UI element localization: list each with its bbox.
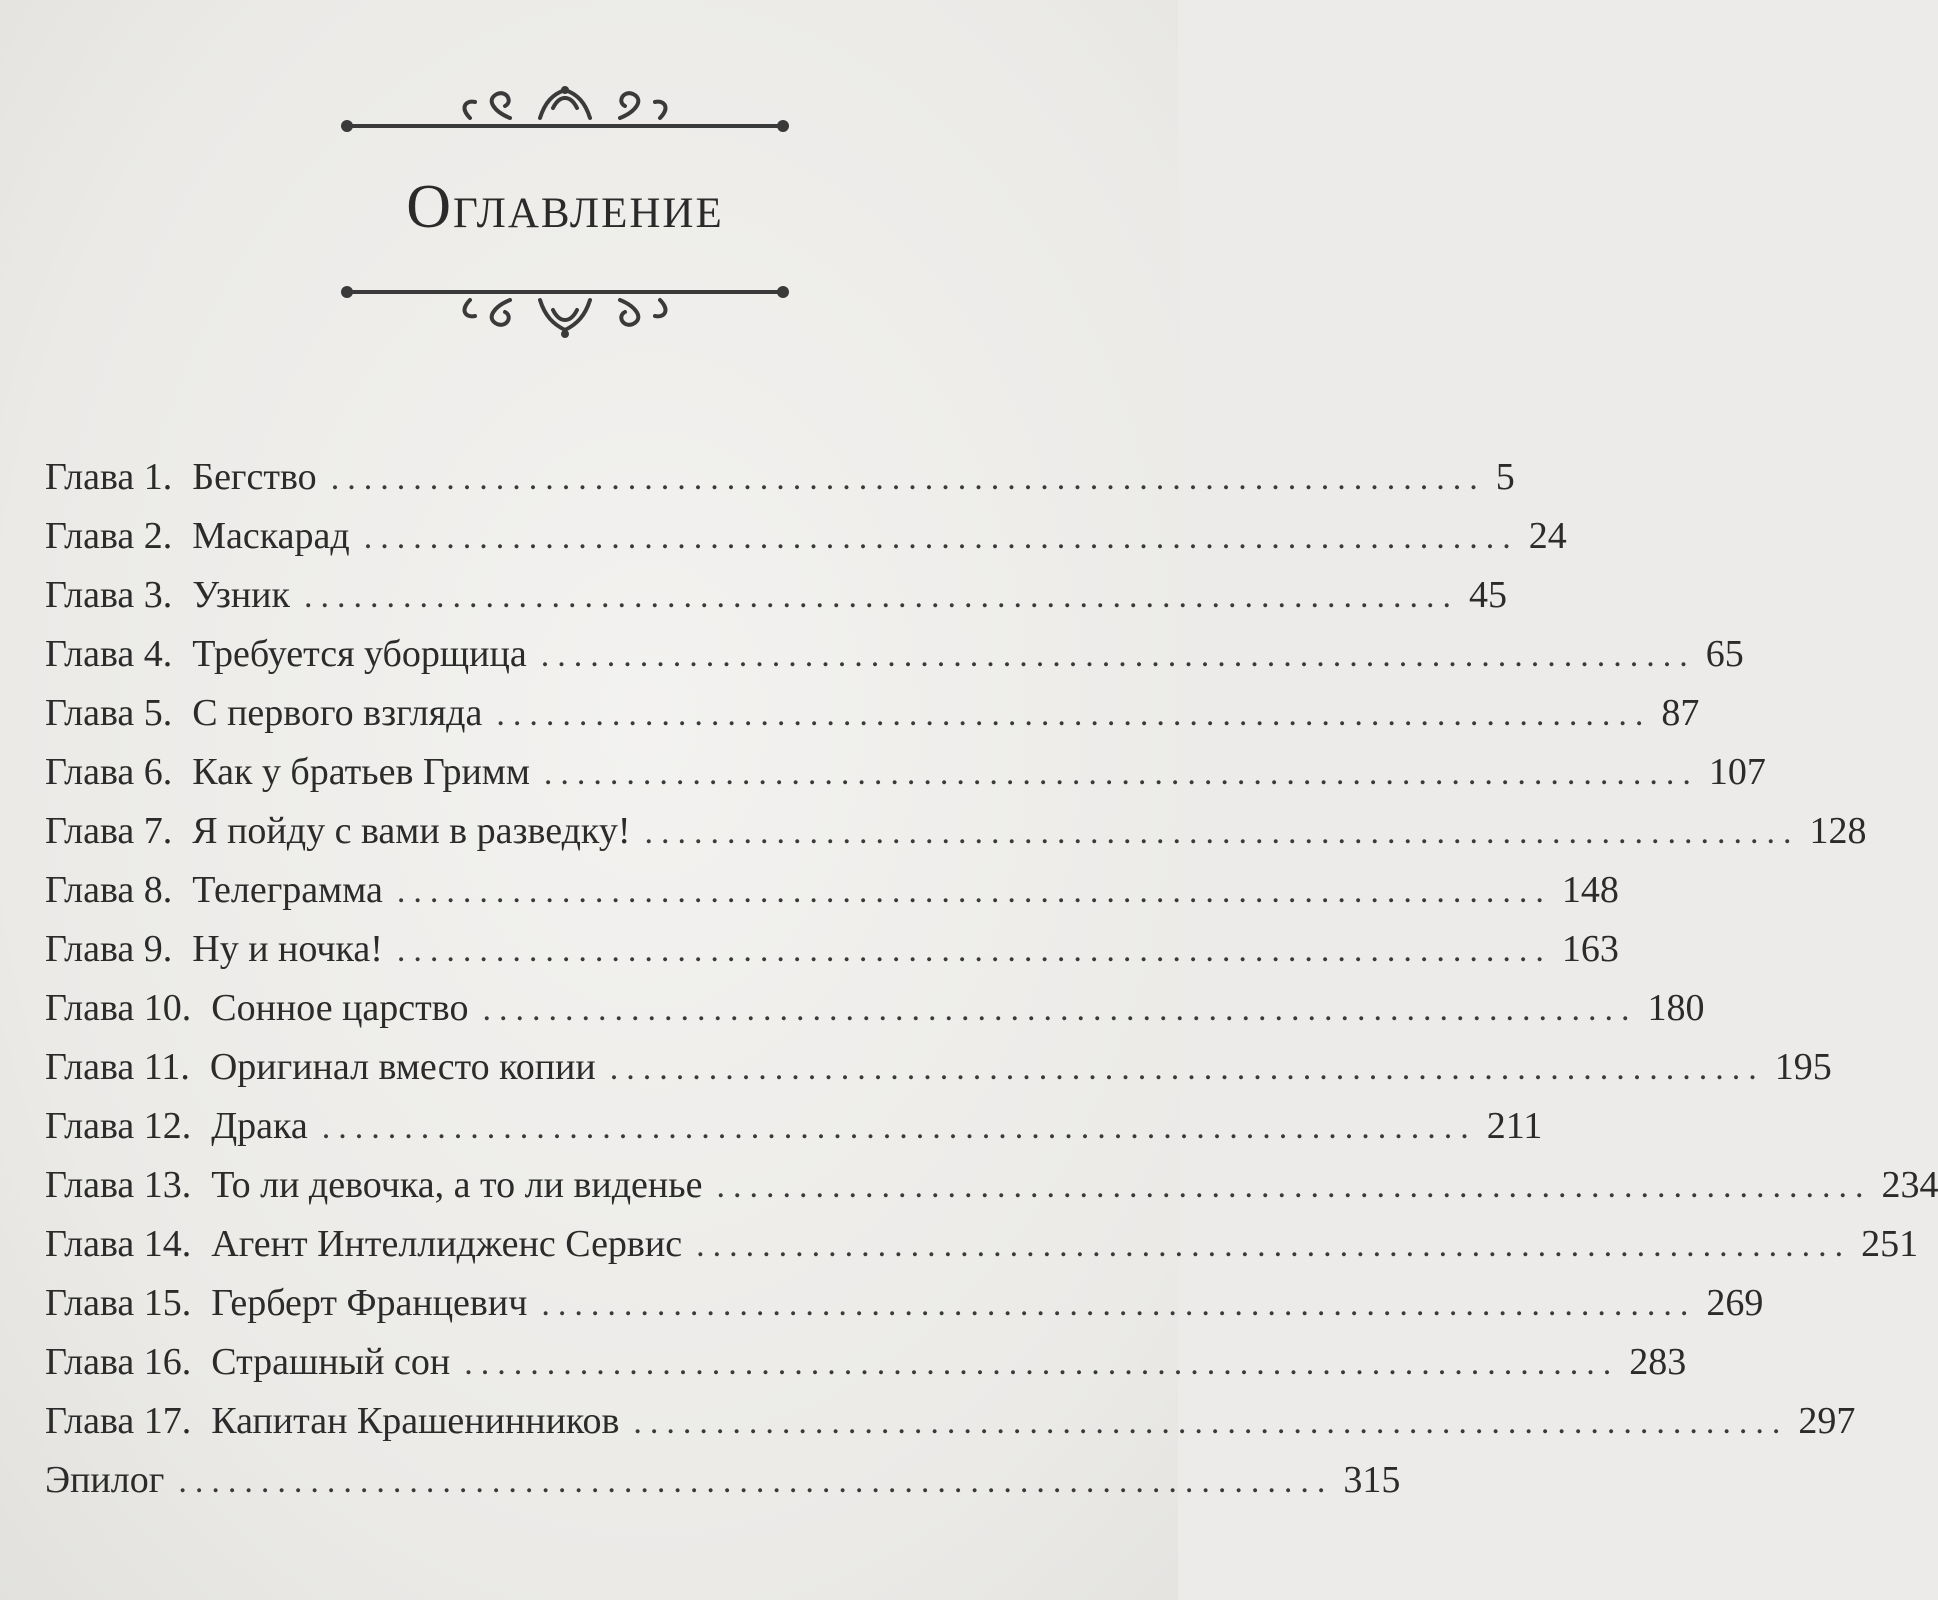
chapter-title: Узник [192, 574, 290, 616]
chapter-label: Глава 6. [45, 751, 173, 793]
chapter-label: Глава 4. [45, 633, 173, 675]
toc-entry [45, 1156, 1938, 1215]
chapter-label: Глава 10. [45, 987, 192, 1029]
page-number: 45 [1468, 574, 1507, 616]
dot-leader: ...................................................................... [178, 1463, 1334, 1500]
chapter-label: Глава 5. [45, 692, 173, 734]
ornament-divider-icon [335, 274, 795, 354]
toc-entry [45, 1215, 1919, 1274]
ornament-divider-icon [335, 78, 795, 158]
chapter-label: Глава 14. [45, 1223, 192, 1265]
chapter-label: Глава 2. [45, 515, 173, 557]
dot-leader: ...................................................................... [609, 1050, 1765, 1087]
toc-entry [45, 802, 1867, 861]
toc-entry [45, 1097, 1543, 1156]
chapter-label: Глава 11. [45, 1046, 190, 1088]
dot-leader: ...................................................................... [482, 991, 1638, 1028]
chapter-title: Драка [211, 1105, 308, 1147]
toc-entry [45, 625, 1744, 684]
chapter-title: С первого взгляда [192, 692, 483, 734]
chapter-title: Требуется уборщица [192, 633, 527, 675]
dot-leader: ...................................................................... [396, 873, 1552, 910]
dot-leader: ...................................................................... [321, 1109, 1477, 1146]
chapter-label: Глава 8. [45, 869, 173, 911]
dot-leader: ...................................................................... [696, 1227, 1852, 1264]
dot-leader: ...................................................................... [644, 814, 1800, 851]
dot-leader: ...................................................................... [303, 578, 1459, 615]
page-number: 180 [1647, 987, 1705, 1029]
chapter-title: Оригинал вместо копии [209, 1046, 596, 1088]
chapter-label: Глава 12. [45, 1105, 192, 1147]
dot-leader: ...................................................................... [464, 1345, 1620, 1382]
page-number: 269 [1706, 1282, 1764, 1324]
chapter-title: Телеграмма [192, 869, 383, 911]
chapter-title: Сонное царство [211, 987, 469, 1029]
chapter-title: Агент Интеллидженс Сервис [211, 1223, 683, 1265]
page-number: 128 [1809, 810, 1867, 852]
dot-leader: ...................................................................... [543, 755, 1699, 792]
page-number: 87 [1661, 692, 1700, 734]
chapter-label: Глава 9. [45, 928, 173, 970]
table-of-contents [45, 448, 1938, 1510]
toc-entry [45, 1333, 1687, 1392]
dot-leader: ...................................................................... [496, 696, 1652, 733]
dot-leader: ...................................................................... [633, 1404, 1789, 1441]
dot-leader: ...................................................................... [396, 932, 1552, 969]
toc-entry [45, 861, 1619, 920]
page-number: 5 [1495, 456, 1515, 498]
chapter-title: Герберт Францевич [211, 1282, 528, 1324]
page-number: 234 [1881, 1164, 1938, 1206]
chapter-label: Глава 1. [45, 456, 173, 498]
toc-entry [45, 448, 1515, 507]
toc-entry [45, 684, 1700, 743]
page-number: 297 [1798, 1400, 1856, 1442]
chapter-label: Глава 7. [45, 810, 173, 852]
chapter-label: Глава 15. [45, 1282, 192, 1324]
chapter-label: Глава 16. [45, 1341, 192, 1383]
toc-entry [45, 1392, 1856, 1451]
dot-leader: ...................................................................... [540, 637, 1696, 674]
toc-entry [45, 920, 1619, 979]
chapter-title: Бегство [192, 456, 317, 498]
toc-entry [45, 566, 1507, 625]
page-number: 195 [1774, 1046, 1832, 1088]
chapter-title: Капитан Крашенинников [211, 1400, 620, 1442]
chapter-label: Глава 17. [45, 1400, 192, 1442]
page-number: 163 [1561, 928, 1619, 970]
chapter-label: Глава 3. [45, 574, 173, 616]
toc-entry [45, 743, 1766, 802]
page-number: 65 [1705, 633, 1744, 675]
chapter-title: Как у братьев Гримм [192, 751, 530, 793]
toc-entry [45, 1451, 1401, 1510]
chapter-label: Глава 13. [45, 1164, 192, 1206]
chapter-title: Маскарад [192, 515, 350, 557]
page-title: Оглавление [406, 173, 724, 241]
chapter-title: Ну и ночка! [192, 928, 383, 970]
dot-leader: ...................................................................... [541, 1286, 1697, 1323]
dot-leader: ...................................................................... [716, 1168, 1872, 1205]
toc-entry [45, 1274, 1764, 1333]
page-number: 24 [1528, 515, 1567, 557]
chapter-title: Страшный сон [211, 1341, 451, 1383]
page-number: 315 [1343, 1459, 1401, 1501]
dot-leader: ...................................................................... [363, 519, 1519, 556]
chapter-title: То ли девочка, а то ли виденье [211, 1164, 703, 1206]
toc-entry [45, 1038, 1832, 1097]
page-number: 251 [1861, 1223, 1919, 1265]
toc-entry [45, 507, 1567, 566]
toc-entry [45, 979, 1705, 1038]
page-number: 148 [1561, 869, 1619, 911]
page-number: 283 [1629, 1341, 1687, 1383]
chapter-title: Я пойду с вами в разведку! [192, 810, 631, 852]
page-number: 211 [1486, 1105, 1543, 1147]
dot-leader: ...................................................................... [330, 460, 1486, 497]
chapter-title: Эпилог [45, 1459, 165, 1501]
page-number: 107 [1708, 751, 1766, 793]
